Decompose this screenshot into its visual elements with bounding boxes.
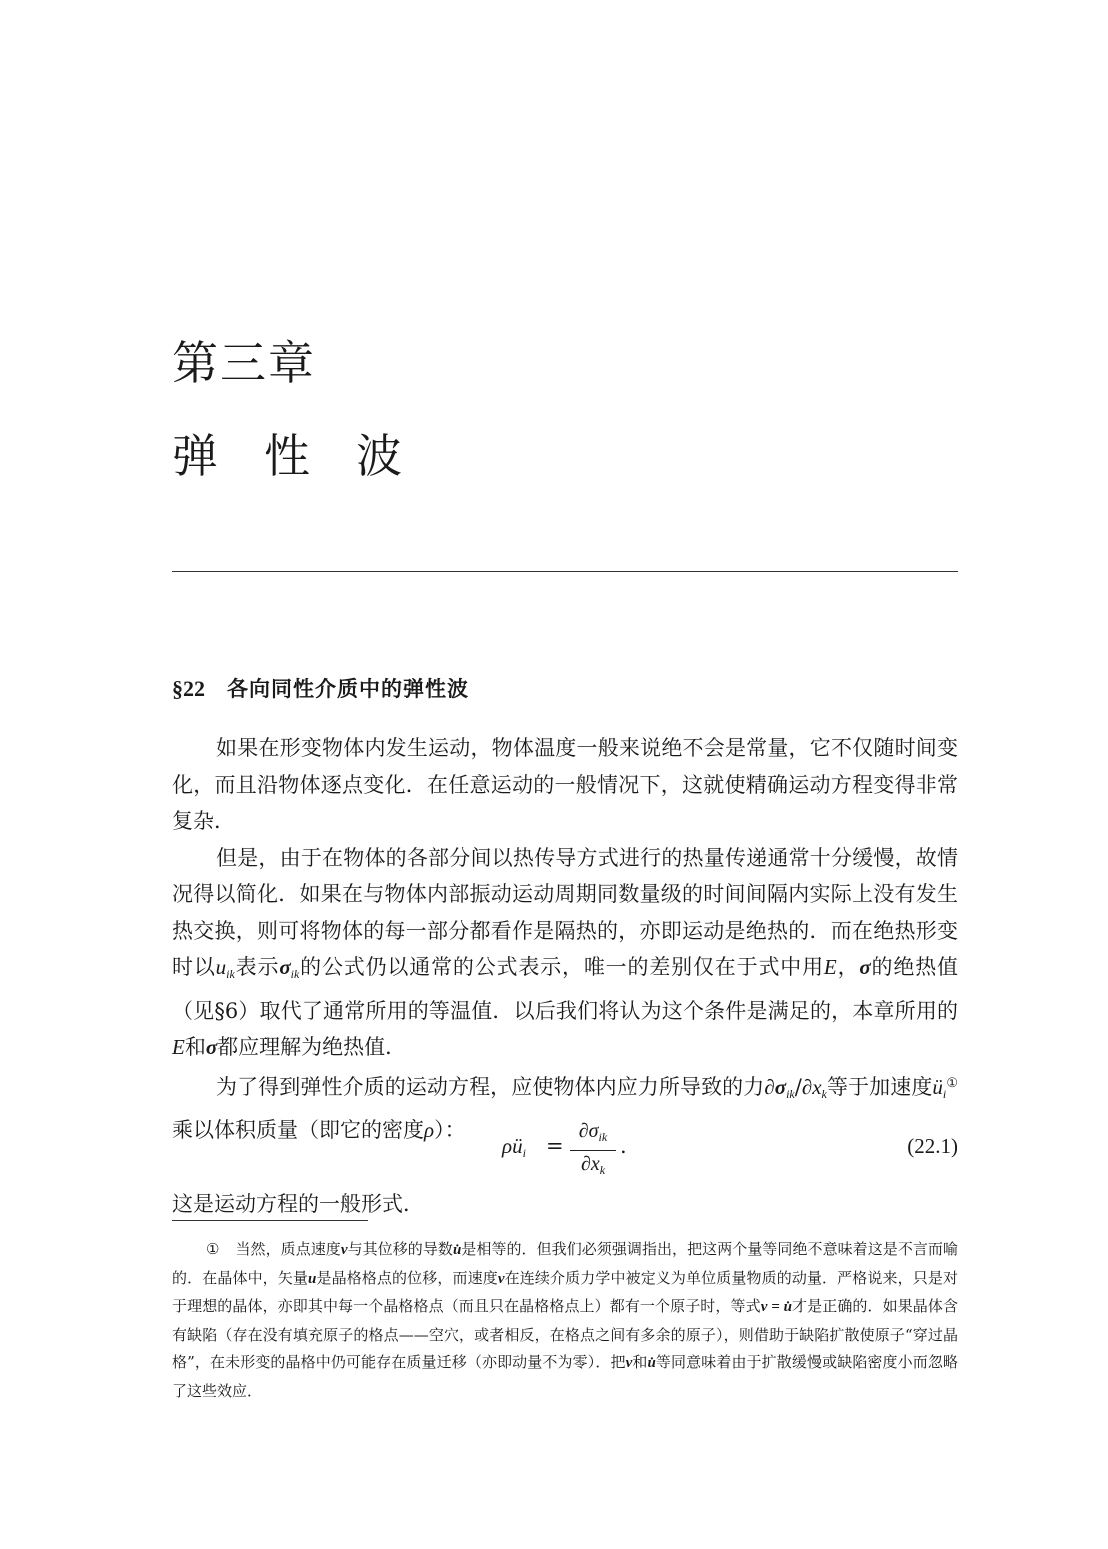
equation-lhs: $\rho ü_i$ — [502, 1134, 526, 1160]
equation-22-1 — [172, 1118, 958, 1180]
footnote: ① 当然，质点速度v与其位移的导数u̇是相等的．但我们必须强调指出，把这两个量等同绝不意味着这是不言而喻的．在晶体中，矢量u是晶格格点的位移，而速度v在连续介质力学中被定义为单位质量物质的动量．严格说来，只是对于理想的晶体，亦即其中每一个晶格格点（而且只在晶格格点上）都有一个原子时，等式v = u̇才是正确的．如果晶体含有缺陷（存在没有填充原子的格点——空穴，或者相反，在格点之间有多余的原子），则借助于缺陷扩散使原子“穿过晶格”，在未形变的晶格中仍可能存在质量迁移（亦即动量不为零）．把v和u̇等同意味着由于扩散缓慢或缺陷密度小而忽略了这些效应． — [172, 1240, 958, 1400]
after-equation-text: 这是运动方程的一般形式． — [172, 1192, 424, 1216]
equation-equals: = — [546, 1134, 564, 1158]
paragraph-1: 如果在形变物体内发生运动，物体温度一般来说绝不会是常量，它不仅随时间变化，而且沿物体逐点变化．在任意运动的一般情况下，这就使精确运动方程变得非常复杂． — [172, 736, 958, 833]
equation-denominator: $\partial x_k$ — [580, 1153, 606, 1177]
equation-numerator: $\partial\sigma_{ik}$ — [578, 1120, 608, 1144]
footnote-ref[interactable]: ① — [946, 1075, 959, 1091]
equation-period: . — [620, 1134, 627, 1158]
paragraph-2: 但是，由于在物体的各部分间以热传导方式进行的热量传递通常十分缓慢，故情况得以简化．如果在与物体内部振动运动周期同数量级的时间间隔内实际上没有发生热交换，则可将物体的每一部分都看作是隔热的，亦即运动是绝热的．而在绝热形变时以$u_{ik}$表示$\sigma_{ik}$的公式仍以通常的公式表示，唯一的差别仅在于式中用E，σ的绝热值（见§6）取代了通常所用的等温值．以后我们将认为这个条件是满足的，本章所用的E和σ都应理解为绝热值． — [172, 845, 959, 1059]
paragraph-3: 为了得到弹性介质的运动方程，应使物体内应力所导致的力$\partial\sigma_{ik}/\partial x_k$等于加速度$ü_i^①$乘以体积质量（即它的密度ρ）： — [172, 1074, 959, 1142]
chapter-divider — [172, 571, 958, 572]
section-number: §22 — [172, 676, 205, 701]
body-text — [172, 730, 958, 1149]
chapter-title: 弹性波 — [172, 429, 448, 483]
equation-fraction — [570, 1118, 616, 1183]
section-heading — [172, 678, 469, 700]
footnote-mark: ① — [206, 1240, 220, 1258]
section-title: 各向同性介质中的弹性波 — [227, 677, 469, 701]
footnote-divider — [172, 1220, 368, 1221]
chapter-label: 第三章 — [172, 336, 316, 390]
equation-number: (22.1) — [907, 1134, 958, 1158]
